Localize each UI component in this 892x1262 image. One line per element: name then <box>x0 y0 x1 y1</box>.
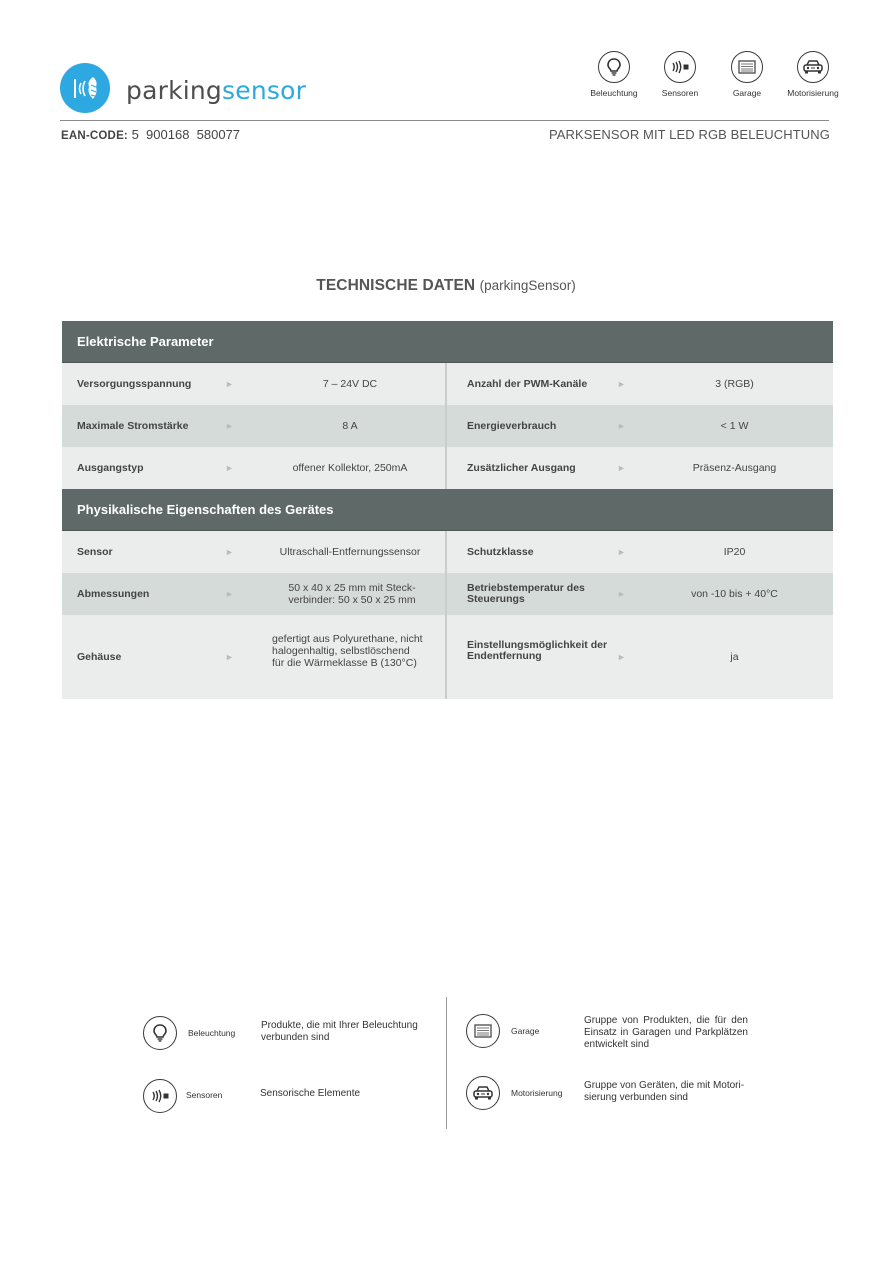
page-title-main: TECHNISCHE DATEN <box>316 277 476 294</box>
spec-value: 50 x 40 x 25 mm mit Steck-verbinder: 50 x 50 x 25 mm <box>288 582 416 606</box>
spec-value: 8 A <box>342 420 358 432</box>
spec-value: < 1 W <box>720 420 749 432</box>
lightbulb-icon <box>143 1016 177 1050</box>
spec-value: offener Kollektor, 250mA <box>292 462 408 474</box>
spec-label: Ausgangstyp <box>77 461 144 474</box>
header-category-label: Beleuchtung <box>590 88 638 98</box>
table-row <box>62 531 833 573</box>
garage-door-icon <box>466 1014 500 1048</box>
spec-value: ja <box>730 651 739 663</box>
legend-description: Sensorische Elemente <box>260 1088 361 1099</box>
arrow-right-icon: ► <box>617 547 626 557</box>
spec-label: Abmessungen <box>77 587 150 600</box>
brand-name-blue: sensor <box>222 76 307 105</box>
header-category-label: Motorisierung <box>787 88 839 98</box>
table-row <box>62 447 833 489</box>
section-header-physical: Physikalische Eigenschaften des Gerätes <box>62 489 833 531</box>
legend-divider <box>446 997 447 1129</box>
spec-label: Gehäuse <box>77 650 122 663</box>
header-category-label: Garage <box>732 88 762 98</box>
brand-name <box>126 76 306 105</box>
section-header-electrical: Elektrische Parameter <box>62 321 833 363</box>
legend-name: Sensoren <box>186 1090 223 1100</box>
header-category-motorisierung <box>773 51 853 98</box>
spec-value: Ultraschall-Entfernungssensor <box>279 546 421 558</box>
spec-label: Anzahl der PWM-Kanäle <box>467 377 588 390</box>
spec-label: Versorgungsspannung <box>77 377 192 390</box>
legend-name: Beleuchtung <box>188 1028 236 1038</box>
header-divider <box>60 120 829 121</box>
arrow-right-icon: ► <box>225 463 234 473</box>
arrow-right-icon: ► <box>225 589 234 599</box>
table-row <box>62 405 833 447</box>
legend-name: Garage <box>511 1026 540 1036</box>
garage-door-icon <box>731 51 763 83</box>
arrow-right-icon: ► <box>225 652 234 662</box>
spec-value: gefertigt aus Polyurethane, nicht halogenhaltig, selbstlöschend für die Wärmeklasse B (130°C) <box>272 633 423 669</box>
page-title <box>0 277 892 295</box>
spec-value: IP20 <box>723 546 746 558</box>
arrow-right-icon: ► <box>225 547 234 557</box>
legend-description: Produkte, die mit Ihrer Beleuchtung verbunden sind <box>261 1020 418 1043</box>
ean-code <box>61 127 240 142</box>
sensor-waves-icon <box>143 1079 177 1113</box>
arrow-right-icon: ► <box>617 463 626 473</box>
spec-label: Maximale Stromstärke <box>77 419 189 432</box>
arrow-right-icon: ► <box>617 589 626 599</box>
spec-label: Energieverbrauch <box>467 419 557 432</box>
spec-label: Sensor <box>77 545 113 558</box>
spec-label: Betriebstemperatur des Steuerungs <box>467 582 585 605</box>
ean-value: 5 900168 580077 <box>131 127 241 142</box>
legend-name: Motorisierung <box>511 1088 563 1098</box>
spec-value: von -10 bis + 40°C <box>691 588 778 600</box>
spec-label: Schutzklasse <box>467 545 534 558</box>
legend-description: Gruppe von Geräten, die mit Motori-sierung verbunden sind <box>584 1080 745 1103</box>
arrow-right-icon: ► <box>617 379 626 389</box>
spec-table <box>62 321 833 699</box>
arrow-right-icon: ► <box>617 421 626 431</box>
product-title: PARKSENSOR MIT LED RGB BELEUCHTUNG <box>548 127 830 142</box>
header-category-label: Sensoren <box>661 88 699 98</box>
spec-value: 7 – 24V DC <box>322 378 378 390</box>
brand-logo-icon <box>60 63 110 113</box>
spec-value: Präsenz-Ausgang <box>692 462 777 474</box>
spec-label: Zusätzlicher Ausgang <box>467 461 576 474</box>
sensor-waves-icon <box>664 51 696 83</box>
brand-name-dark: parking <box>126 76 223 105</box>
spec-label: Einstellungsmöglichkeit der Endentfernung <box>467 639 608 662</box>
arrow-right-icon: ► <box>225 379 234 389</box>
table-row <box>62 615 833 699</box>
spec-value: 3 (RGB) <box>715 378 754 390</box>
arrow-right-icon: ► <box>225 421 234 431</box>
table-row <box>62 363 833 405</box>
lightbulb-icon <box>598 51 630 83</box>
car-icon <box>797 51 829 83</box>
legend-description: Gruppe von Produkten, die für den Einsatz in Garagen und Parkplätzen entwickelt sind <box>584 1015 748 1050</box>
table-row <box>62 573 833 615</box>
arrow-right-icon: ► <box>617 652 626 662</box>
ean-label: EAN-CODE: <box>61 130 128 142</box>
car-icon <box>466 1076 500 1110</box>
page-title-sub: (parkingSensor) <box>479 278 576 293</box>
